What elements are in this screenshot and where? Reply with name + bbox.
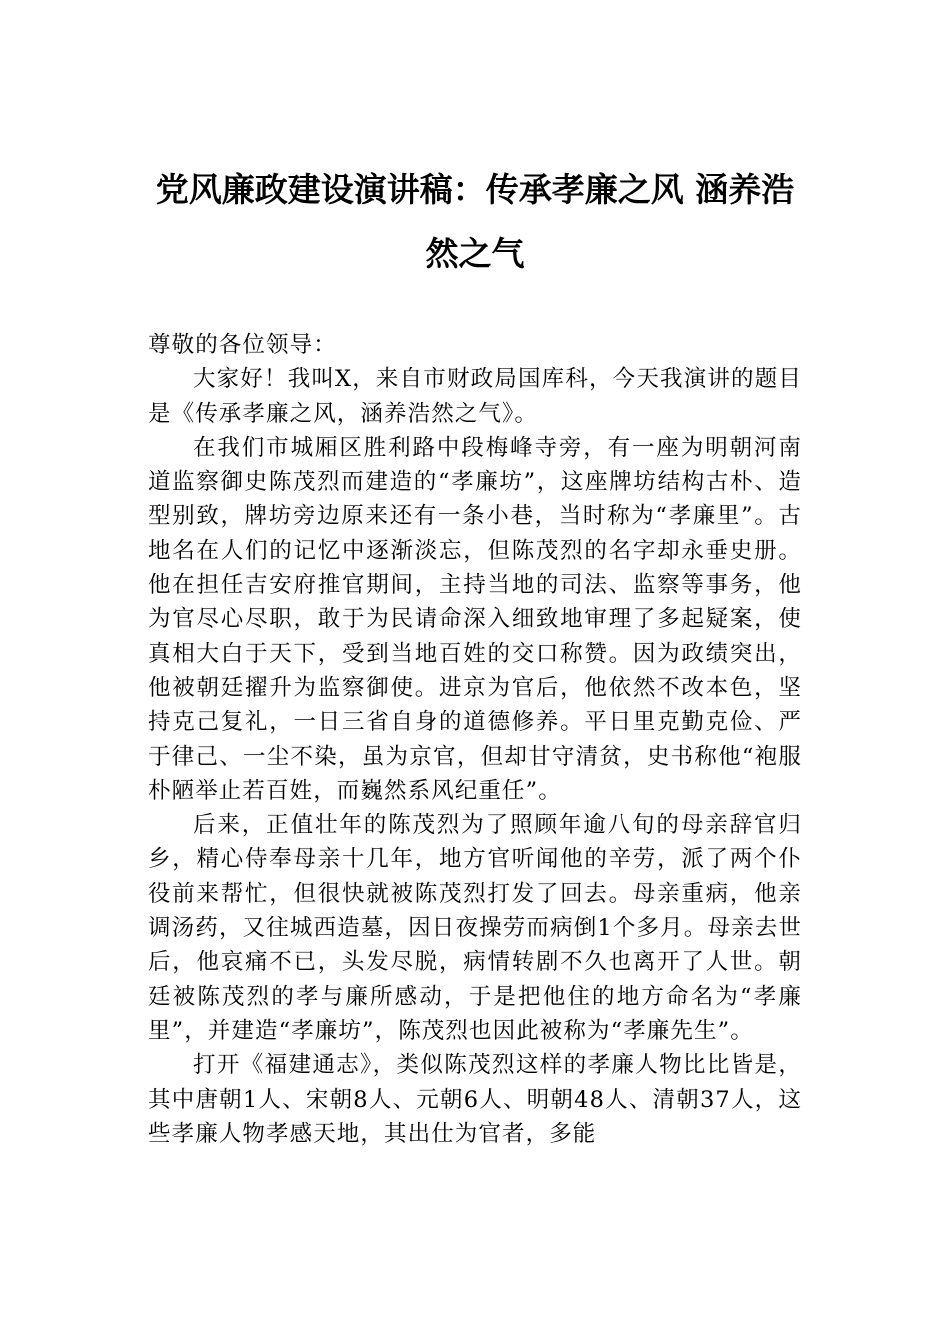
- paragraph-fujian-records: 打开《福建通志》，类似陈茂烈这样的孝廉人物比比皆是，其中唐朝1人、宋朝8人、元朝6人、明朝48人、清朝37人，这些孝廉人物孝感天地，其出仕为官者，多能: [148, 1052, 802, 1147]
- paragraph-intro: 大家好！我叫X，来自市财政局国库科，今天我演讲的题目是《传承孝廉之风，涵养浩然之气》。: [148, 366, 802, 427]
- document-title: 党风廉政建设演讲稿：传承孝廉之风 涵养浩然之气: [155, 170, 795, 273]
- document-body: [148, 328, 802, 1151]
- salutation: 尊敬的各位领导：: [148, 332, 337, 358]
- paragraph-xiaolianfang: 在我们市城厢区胜利路中段梅峰寺旁，有一座为明朝河南道监察御史陈茂烈而建造的“孝廉坊”，这座牌坊结构古朴、造型别致，牌坊旁边原来还有一条小巷，当时称为“孝廉里”。古地名在人们的记忆中逐渐淡忘，但陈茂烈的名字却永垂史册。他在担任吉安府推官期间，主持当地的司法、监察等事务，他为官尽心尽职，敢于为民请命深入细致地审理了多起疑案，使真相大白于天下，受到当地百姓的交口称赞。因为政绩突出，他被朝廷擢升为监察御使。进京为官后，他依然不改本色，坚持克己复礼，一日三省自身的道德修养。平日里克勤克俭、严于律己、一尘不染，虽为京官，但却甘守清贫，史书称他“袍服朴陋举止若百姓，而巍然系风纪重任”。: [148, 434, 802, 804]
- paragraph-later-years: 后来，正值壮年的陈茂烈为了照顾年逾八旬的母亲辞官归乡，精心侍奉母亲十几年，地方官听闻他的辛劳，派了两个仆役前来帮忙，但很快就被陈茂烈打发了回去。母亲重病，他亲调汤药，又往城西造墓，因日夜操劳而病倒1个多月。母亲去世后，他哀痛不已，头发尽脱，病情转剧不久也离开了人世。朝廷被陈茂烈的孝与廉所感动，于是把他住的地方命名为“孝廉里”，并建造“孝廉坊”，陈茂烈也因此被称为“孝廉先生”。: [148, 812, 802, 1044]
